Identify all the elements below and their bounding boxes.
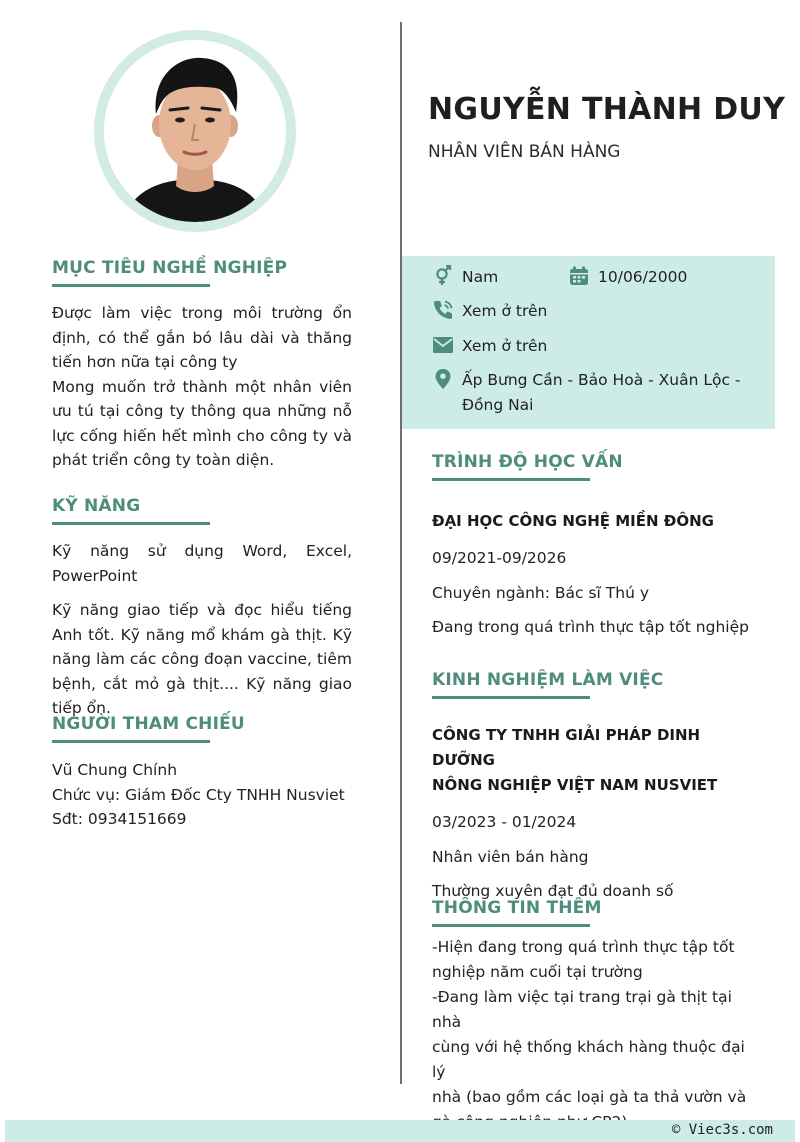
- footer-band: [5, 1120, 795, 1142]
- contact-info-box: [402, 256, 775, 429]
- location-icon: [432, 368, 454, 390]
- reference-position: Chức vụ: Giám Đốc Cty TNHH Nusviet: [52, 785, 345, 804]
- email-value: Xem ở trên: [462, 337, 548, 355]
- education-status: Đang trong quá trình thực tập tốt nghiệp: [432, 618, 749, 636]
- additional-underline: [432, 924, 590, 927]
- objective-underline: [52, 284, 210, 287]
- email-icon: [432, 334, 454, 356]
- additional-line: -Hiện đang trong quá trình thực tập tốt: [432, 938, 735, 956]
- contact-address: [432, 368, 741, 418]
- additional-title: THÔNG TIN THÊM: [432, 898, 602, 918]
- avatar: [94, 30, 296, 232]
- education-school: ĐẠI HỌC CÔNG NGHỆ MIỀN ĐÔNG: [432, 512, 714, 530]
- contact-phone: [432, 299, 547, 324]
- objective-section: [52, 258, 352, 287]
- reference-underline: [52, 740, 210, 743]
- address-line-1: Ấp Bưng Cần - Bảo Hoà - Xuân Lộc -: [462, 371, 741, 389]
- skills-underline: [52, 522, 210, 525]
- objective-paragraph-2: Mong muốn trở thành một nhân viên ưu tú tại công ty thông qua những nỗ lực cống hiến hết mình cho công ty và phát triển công ty toàn diện.: [52, 377, 352, 469]
- contact-email: [432, 334, 547, 359]
- skills-paragraph-2: Kỹ năng giao tiếp và đọc hiểu tiếng Anh tốt. Kỹ năng mổ khám gà thịt. Kỹ năng làm các công đoạn vaccine, tiêm bệnh, cắt mỏ gà thịt.... Kỹ năng giao tiếp ổn.: [52, 601, 352, 717]
- additional-line: cùng với hệ thống khách hàng thuộc đại lý: [432, 1038, 745, 1081]
- objective-body: [52, 301, 352, 473]
- calendar-icon: [568, 265, 590, 287]
- experience-underline: [432, 696, 590, 699]
- reference-name: Vũ Chung Chính: [52, 761, 178, 779]
- skills-paragraph-1: Kỹ năng sử dụng Word, Excel, PowerPoint: [52, 542, 352, 585]
- experience-company-line-2: NÔNG NGHIỆP VIỆT NAM NUSVIET: [432, 776, 718, 794]
- objective-title: MỤC TIÊU NGHỀ NGHIỆP: [52, 258, 288, 278]
- phone-value: Xem ở trên: [462, 302, 548, 320]
- experience-period: 03/2023 - 01/2024: [432, 813, 577, 831]
- reference-body: [52, 758, 352, 832]
- full-name: NGUYỄN THÀNH DUY: [428, 92, 786, 127]
- column-divider: [400, 22, 402, 1084]
- experience-body: [432, 723, 762, 904]
- education-section: [432, 452, 762, 481]
- skills-body: [52, 539, 352, 721]
- address-value: [462, 368, 741, 418]
- skills-section: [52, 496, 352, 525]
- education-major: Chuyên ngành: Bác sĩ Thú y: [432, 583, 649, 602]
- additional-section: [432, 898, 762, 927]
- job-title: NHÂN VIÊN BÁN HÀNG: [428, 142, 621, 162]
- copyright-text: © Viec3s.com: [671, 1122, 773, 1138]
- address-line-2: Đồng Nai: [462, 396, 534, 414]
- reference-phone: Sđt: 0934151669: [52, 810, 187, 828]
- avatar-photo: [104, 40, 286, 222]
- additional-line: nghiệp năm cuối tại trường: [432, 963, 643, 981]
- reference-title: NGƯỜI THAM CHIẾU: [52, 714, 245, 734]
- additional-line: -Đang làm việc tại trang trại gà thịt tại nhà: [432, 988, 732, 1031]
- additional-body: [432, 935, 762, 1135]
- additional-line: nhà (bao gồm các loại gà ta thả vườn và: [432, 1088, 747, 1106]
- gender-value: Nam: [462, 268, 499, 286]
- gender-icon: [432, 265, 454, 287]
- education-period: 09/2021-09/2026: [432, 549, 567, 567]
- experience-role: Nhân viên bán hàng: [432, 847, 589, 866]
- contact-gender: [432, 265, 498, 290]
- objective-paragraph-1: Được làm việc trong môi trường ổn định, có thể gắn bó lâu dài và thăng tiến hơn nữa tại công ty: [52, 304, 352, 371]
- reference-section: [52, 714, 352, 743]
- experience-company-line-1: CÔNG TY TNHH GIẢI PHÁP DINH DƯỠNG: [432, 726, 701, 769]
- skills-title: KỸ NĂNG: [52, 496, 141, 516]
- contact-birthday: [568, 265, 687, 290]
- phone-icon: [432, 299, 454, 321]
- education-body: [432, 509, 762, 640]
- education-title: TRÌNH ĐỘ HỌC VẤN: [432, 452, 623, 472]
- experience-section: [432, 670, 762, 699]
- experience-achievement: Thường xuyên đạt đủ doanh số: [432, 882, 674, 900]
- education-underline: [432, 478, 590, 481]
- birthday-value: 10/06/2000: [598, 268, 688, 286]
- experience-title: KINH NGHIỆM LÀM VIỆC: [432, 670, 664, 690]
